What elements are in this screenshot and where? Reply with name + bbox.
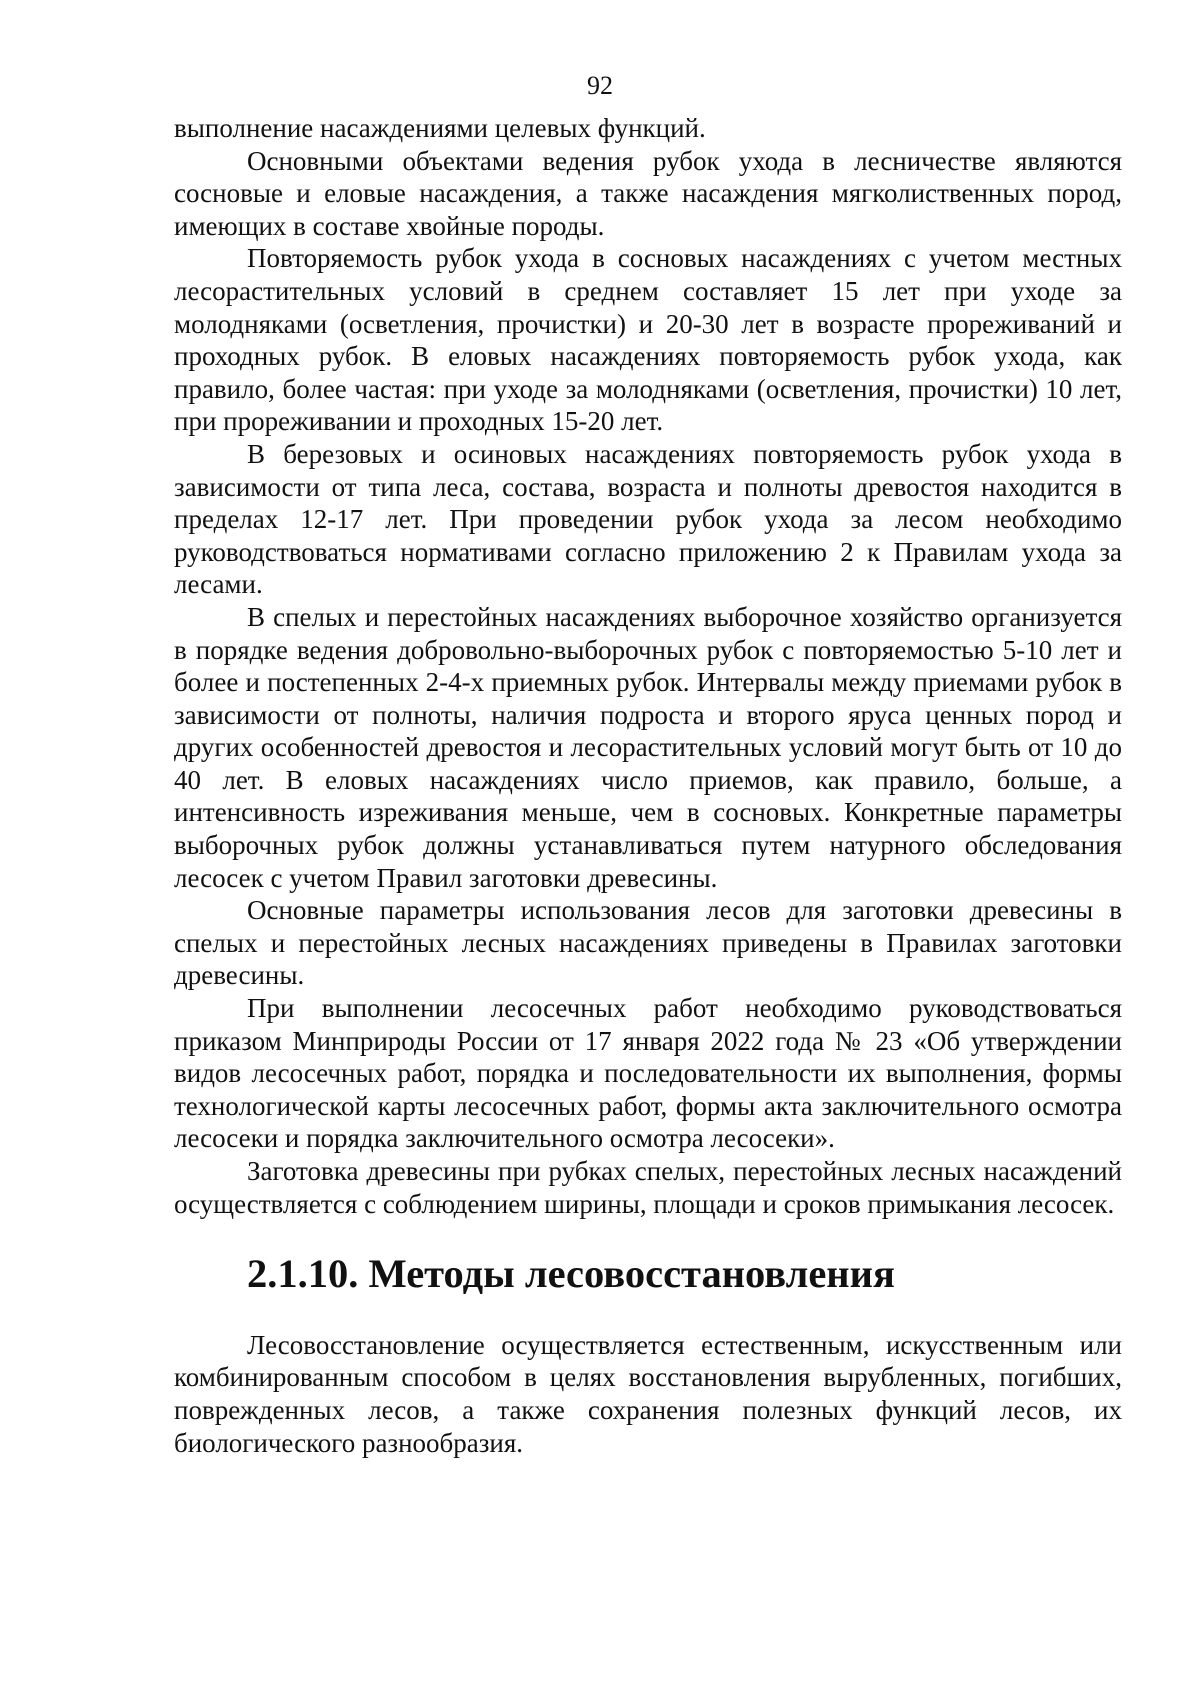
page-number: 92 [587, 71, 613, 100]
paragraph: Повторяемость рубок ухода в сосновых насаждениях с учетом местных лесорастительных условий в среднем составляет 15 лет при уходе за молодняками (осветления, прочистки) и 20-30 лет в возрасте прореживаний и проходных рубок. В еловых насаждениях повторяемость рубок ухода, как правило, более частая: при уходе за молодняками (осветления, прочистки) 10 лет, при прореживании и проходных 15-20 лет. [174, 243, 1122, 437]
paragraph: Лесовосстановление осуществляется естественным, искусственным или комбинированным способом в целях восстановления вырубленных, погибших, поврежденных лесов, а также сохранения полезных функций лесов, их биологического разнообразия. [174, 1329, 1122, 1458]
paragraph: В спелых и перестойных насаждениях выборочное хозяйство организуется в порядке ведения добровольно-выборочных рубок с повторяемостью 5-10 лет и более и постепенных 2-4-х приемных рубок. Интервалы между приемами рубок в зависимости от полноты, наличия подроста и второго яруса ценных пород и других особенностей древостоя и лесорастительных условий могут быть от 10 до 40 лет. В еловых насаждениях число приемов, как правило, больше, а интенсивность изреживания меньше, чем в сосновых. Конкретные параметры выборочных рубок должны устанавливаться путем натурного обследования лесосек с учетом Правил заготовки древесины. [174, 601, 1122, 893]
paragraph: В березовых и осиновых насаждениях повторяемость рубок ухода в зависимости от типа леса, состава, возраста и полноты древостоя находится в пределах 12-17 лет. При проведении рубок ухода за лесом необходимо руководствоваться нормативами согласно приложению 2 к Правилам ухода за лесами. [174, 438, 1122, 600]
document-body [174, 112, 1122, 1459]
paragraph: выполнение насаждениями целевых функций. [174, 113, 706, 143]
paragraph: Основные параметры использования лесов для заготовки древесины в спелых и перестойных лесных насаждениях приведены в Правилах заготовки древесины. [174, 895, 1122, 991]
section-heading: 2.1.10. Методы лесовосстановления [247, 1251, 895, 1297]
paragraph: Основными объектами ведения рубок ухода в лесничестве являются сосновые и еловые насаждения, а также насаждения мягколиственных пород, имеющих в составе хвойные породы. [174, 145, 1122, 241]
paragraph: При выполнении лесосечных работ необходимо руководствоваться приказом Минприроды России от 17 января 2022 года № 23 «Об утверждении видов лесосечных работ, порядка и последовательности их выполнения, формы технологической карты лесосечных работ, формы акта заключительного осмотра лесосеки и порядка заключительного осмотра лесосеки». [174, 993, 1122, 1154]
paragraph: Заготовка древесины при рубках спелых, перестойных лесных насаждений осуществляется с соблюдением ширины, площади и сроков примыкания лесосек. [174, 1156, 1122, 1219]
